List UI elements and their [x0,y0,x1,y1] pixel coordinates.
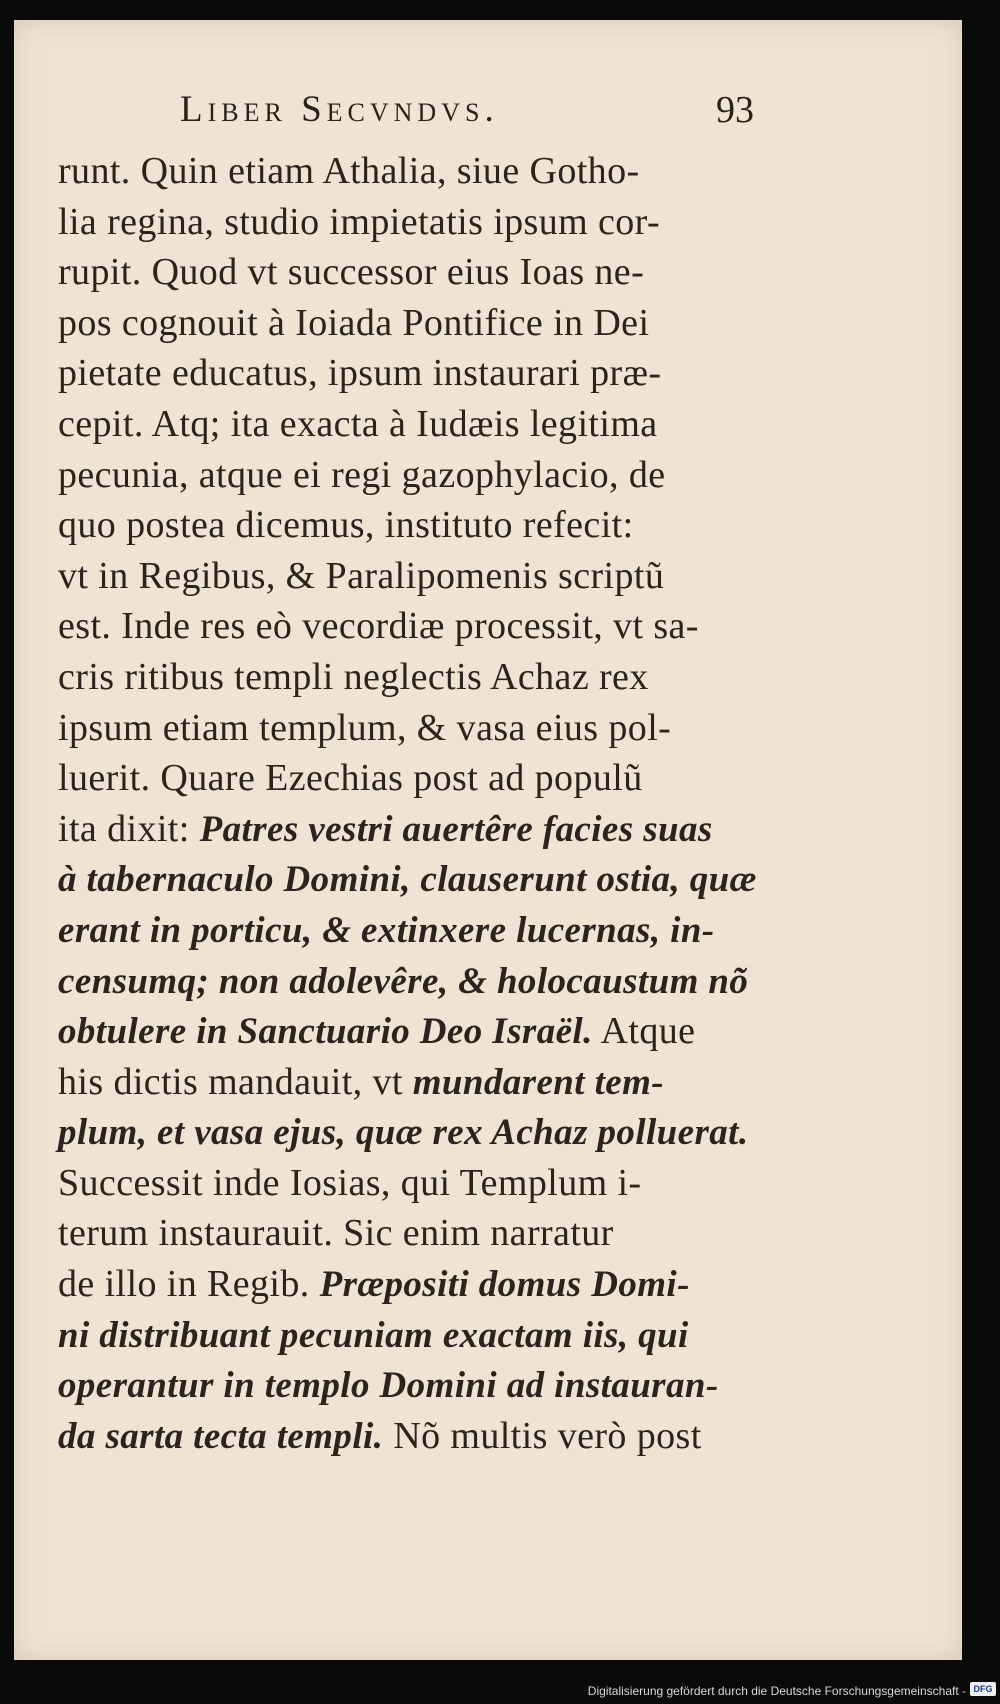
italic-quotation: operantur in templo Domini ad instauran- [58,1365,719,1407]
dfg-logo: DFG [970,1682,996,1696]
italic-quotation: plum, et vasa ejus, quæ rex Achaz polluerat. [58,1112,749,1154]
text-line [58,1107,778,1158]
roman-text: Successit inde Iosias, qui Templum i- [58,1161,642,1204]
book-page [14,20,962,1660]
italic-quotation: ni distribuant pecuniam exactam iis, qui [58,1314,689,1356]
page-number: 93 [716,89,754,131]
roman-text: cepit. Atq; ita exacta à Iudæis legitima [58,402,658,445]
text-line [58,146,778,197]
italic-quotation: Patres vestri auertêre facies suas [199,808,713,850]
text-line [58,905,778,956]
roman-text: de illo in Regib. [58,1263,320,1306]
footer-bar [0,1676,1000,1704]
text-line [58,652,778,703]
roman-text: luerit. Quare Ezechias post ad populũ [58,757,643,800]
text-line [58,399,778,450]
italic-quotation: à tabernaculo Domini, clauserunt ostia, quæ [58,859,757,901]
text-line [58,804,778,855]
text-line [58,1259,778,1310]
roman-text: ipsum etiam templum, & vasa eius pol- [58,706,672,749]
text-line [58,956,778,1007]
italic-quotation: censumq; non adolevêre, & holocaustum nõ [58,960,749,1002]
text-line [58,348,778,399]
roman-text: Nõ multis verò post [383,1414,702,1457]
text-line [58,1208,778,1259]
roman-text: terum instaurauit. Sic enim narratur [58,1212,614,1255]
text-line [58,247,778,298]
text-line [58,197,778,248]
roman-text: vt in Regibus, & Paralipomenis scriptũ [58,554,665,597]
roman-text: est. Inde res eò vecordiæ processit, vt sa- [58,605,699,648]
roman-text: pecunia, atque ei regi gazophylacio, de [58,453,666,496]
roman-text: rupit. Quod vt successor eius Ioas ne- [58,251,645,294]
roman-text: pos cognouit à Ioiada Pontifice in Dei [58,301,650,344]
roman-text: pietate educatus, ipsum instaurari præ- [58,352,662,395]
page-header [14,88,962,146]
text-line [58,1360,778,1411]
text-line [58,298,778,349]
italic-quotation: mundarent tem- [412,1061,665,1103]
text-line [58,1006,778,1057]
text-line [58,551,778,602]
running-title: Liber Secvndvs. [180,89,499,130]
roman-text: ita dixit: [58,807,200,850]
funding-credit: Digitalisierung gefördert durch die Deutsche Forschungsgemeinschaft - [587,1684,966,1698]
body-text [58,146,778,1461]
text-line [58,601,778,652]
roman-text: quo postea dicemus, instituto refecit: [58,504,634,547]
italic-quotation: da sarta tecta templi. [58,1415,384,1457]
italic-quotation: obtulere in Sanctuario Deo Israël. [58,1011,593,1053]
roman-text: his dictis mandauit, vt [58,1060,413,1103]
italic-quotation: Præpositi domus Domi- [319,1264,690,1306]
text-line [58,1158,778,1209]
text-line [58,1411,778,1462]
text-line [58,1057,778,1108]
text-line [58,450,778,501]
roman-text: cris ritibus templi neglectis Achaz rex [58,655,649,698]
text-line [58,703,778,754]
italic-quotation: erant in porticu, & extinxere lucernas, in- [58,909,715,951]
text-line [58,500,778,551]
roman-text: runt. Quin etiam Athalia, siue Gotho- [58,150,640,192]
text-line [58,1310,778,1361]
roman-text: lia regina, studio impietatis ipsum cor- [58,200,661,243]
text-line [58,854,778,905]
text-line [58,753,778,804]
roman-text: Atque [592,1010,696,1053]
